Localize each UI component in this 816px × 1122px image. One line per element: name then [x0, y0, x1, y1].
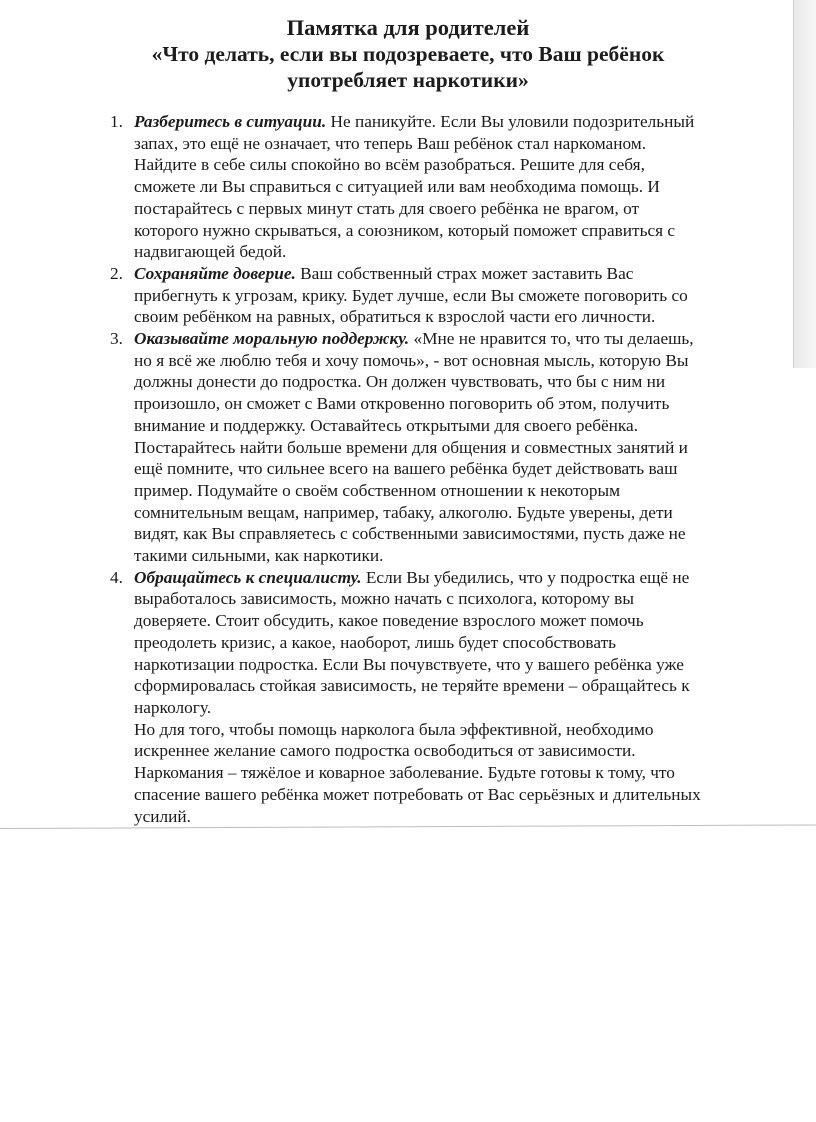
item-number: 1.: [110, 112, 123, 131]
advice-item-2: [0, 263, 706, 328]
item-text: Ваш собственный страх может заставить Вас прибегнуть к угрозам, крику. Будет лучше, если Вы сможете поговорить со своим ребёнком на равных, обратиться к взрослой части его личности.: [134, 263, 688, 327]
document-subtitle-line-1: «Что делать, если вы подозреваете, что Ваш ребёнок: [151, 42, 665, 66]
advice-item-1: [0, 111, 706, 263]
item-text: Если Вы убедились, что у подростка ещё не выработалось зависимость, можно начать с психолога, которому вы доверяете. Стоит обсудить, какое поведение взрослого может помочь преодолеть кризис, а какое, наоборот, лишь будет способствовать наркотизации подростка. Если Вы почувствуете, что у вашего ребёнка уже сформировалась стойкая зависимость, не теряйте времени – обращайтесь к наркологу.: [134, 567, 690, 717]
advice-list: [0, 111, 816, 827]
item-number: 2.: [110, 263, 123, 283]
item-text: Не паникуйте. Если Вы уловили подозрительный запах, это ещё не означает, что теперь Ваш ребёнок стал наркоманом. Найдите в себе силы спокойно во всём разобраться. Решите для себя, сможете ли Вы справиться с ситуацией или вам необходима помощь. И постарайтесь с первых минут стать для своего ребёнка не врагом, от которого нужно скрываться, а союзником, который поможет справиться с надвигающей бедой.: [134, 112, 695, 262]
item-heading: Оказывайте моральную поддержку.: [134, 329, 410, 349]
item-text: «Мне не нравится то, что ты делаешь, но я всё же люблю тебя и хочу помочь», - вот основная мысль, которую Вы должны донести до подростка. Он должен чувствовать, что бы с ним ни произошло, он сможет с Вами откровенно поговорить об этом, получить внимание и поддержку. Оставайтесь открытыми для своего ребёнка. Постарайтесь найти больше времени для общения и совместных занятий и ещё помните, что сильнее всего на вашего ребёнка будет действовать ваш пример. Подумайте о своём собственном отношении к некоторым сомнительным вещам, например, табаку, алкоголю. Будьте уверены, дети видят, как Вы справляетесь с собственными зависимостями, пусть даже не такими сильными, как наркотики.: [134, 329, 694, 566]
item-heading: Сохраняйте доверие.: [134, 263, 296, 283]
document-header: [0, 14, 816, 93]
item-extra-paragraph: Но для того, чтобы помощь нарколога была эффективной, необходимо искреннее желание самого подростка освободиться от зависимости. Наркомания – тяжёлое и коварное заболевание. Будьте готовы к тому, что спасение вашего ребёнка может потребовать от Вас серьёзных и длительных усилий.: [134, 719, 701, 826]
item-number: 3.: [110, 329, 123, 349]
document-subtitle-line-2: употребляет наркотики»: [287, 68, 529, 92]
item-number: 4.: [110, 567, 123, 587]
item-heading: Разберитесь в ситуации.: [134, 112, 327, 131]
document-title: Памятка для родителей: [286, 15, 530, 40]
item-heading: Обращайтесь к специалисту.: [134, 567, 362, 587]
advice-item-4: [0, 567, 706, 827]
advice-item-3: [0, 328, 706, 567]
